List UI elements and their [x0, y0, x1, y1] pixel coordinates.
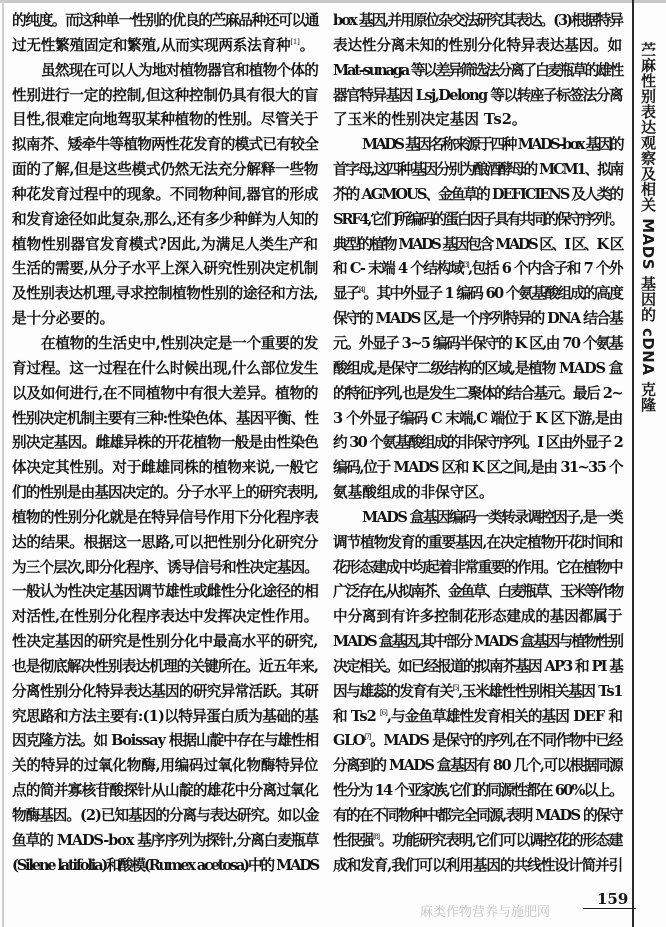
text-line: 表达性分离未知的性别分化特异表达基因。如	[333, 36, 622, 54]
text-line: 植物的性别分化就是在特异信号作用下分化程序表	[12, 508, 318, 526]
text-line: 中分离到有许多控制花形态建成的基因都属于	[333, 608, 622, 626]
text-line: (Silene latifolia)和酸模(Rumex acetosa)中的 MADS	[12, 856, 318, 874]
text-line: 3 个外显子编码 C 末端,C 端位于 K 区下游,是由	[333, 409, 622, 427]
text-line: 在植物的生活史中,性别决定是一个重要的发	[41, 334, 318, 352]
text-line: 及性别表达机理,寻求控制植物性别的途径和方法,	[12, 285, 318, 303]
page-number: 159	[583, 890, 636, 909]
text-line: 关的特异的过氧化物酶,用编码过氧化物酶特异位	[12, 757, 318, 775]
text-line: GLO[7]。MADS 是保守的序列,在不同作物中已经	[333, 732, 622, 750]
text-line: MADS 基因名称来源于四种 MADS-box 基因的	[362, 136, 622, 154]
text-line: 调节植物发育的重要基因,在决定植物开花时间和	[333, 533, 622, 551]
text-line: 体决定其性别。对于雌雄同株的植物来说,一般它	[12, 459, 318, 477]
text-line: 生活的需要,从分子水平上深入研究性别决定机制	[12, 260, 318, 278]
text-line: 虽然现在可以人为地对植物器官和植物个体的	[41, 61, 318, 79]
text-line: 种花发育过程中的现象。不同物种间,器官的形成	[12, 185, 318, 203]
text-line: Mat-sunaga 等以差异筛选法分离了白麦瓶草的雄性	[333, 61, 622, 79]
text-line: 是十分必要的。	[12, 310, 115, 328]
reference-marker: [7]	[364, 733, 370, 742]
text-line: 也是彻底解决性别表达机理的关键所在。近五年来,	[12, 657, 318, 675]
right-text-column	[333, 9, 622, 879]
text-line: 芥的 AGMOUS、金鱼草的 DEFICIENS 及人类的	[333, 185, 622, 203]
vertical-divider-rule	[632, 0, 634, 927]
text-line: 一般认为性决定基因调节雄性或雌性分化途径的相	[12, 583, 318, 601]
text-line: 花形态建成中均起着非常重要的作用。它在植物中	[333, 558, 622, 576]
reference-marker: [4]	[358, 286, 364, 295]
text-line: 分离到的 MADS 盒基因有 80 几个,可以根据同源	[333, 757, 622, 775]
text-line: 目性,很难定向地驾驭某种植物的性别。尽管关于	[12, 111, 318, 129]
text-line: MADS 盒基因,其中部分 MADS 盒基因与植物性别	[333, 633, 622, 651]
text-line: box 基因,并用原位杂交法研究其表达。(3)根据特异	[333, 12, 622, 29]
text-line: 对活性,在性别分化程序表达中发挥决定性作用。	[12, 608, 318, 626]
text-line: 和 C- 末端 4 个结构域[3],包括 6 个内含子和 7 个外	[333, 260, 622, 278]
text-line: 约 30 个氨基酸组成的非保守序列。I 区由外显子 2	[333, 434, 622, 452]
watermark: 麻类作物营养与施肥网	[420, 905, 551, 920]
text-line: 物酶基因。(2)已知基因的分离与表达研究。如以金	[12, 807, 319, 824]
text-line: 过无性繁殖固定和繁殖,从而实现两系法育种[1]。	[12, 36, 315, 54]
text-line: 首字母,这四种基因分别为酿酒酵母的 MCM1、拟南	[333, 161, 622, 179]
text-line: 育过程。这一过程在什么时候出现,什么部位发生	[12, 359, 318, 377]
text-line: 酸组成,是保守二级结构的区域,是植物 MADS 盒	[333, 359, 623, 377]
text-line: 性决定基因的研究是性别分化中最高水平的研究,	[12, 633, 318, 651]
running-title: 苎麻性别表达观察及相关 MADS 基因的 cDNA 克隆	[639, 42, 657, 413]
text-line: 为三个层次,即分化程序、诱导信号和性决定基因。	[12, 558, 318, 576]
text-line: 因与雄蕊的发育有关[5],玉米雄性性别相关基因 Ts1	[333, 682, 622, 700]
reference-marker: [1]	[290, 37, 300, 46]
text-line: 点的简并寡核苷酸探针从山靛的雄花中分离过氧化	[12, 782, 318, 800]
text-line: 和 Ts2 [6],与金鱼草雄性发育相关的基因 DEF 和	[333, 707, 622, 725]
text-line: MADS 盒基因编码一类转录调控因子,是一类	[362, 508, 622, 526]
text-line: 性分为 14 个亚家族,它们的同源性都在 60%以上。	[333, 782, 622, 800]
text-line: SRF4,它们所编码的蛋白因子具有共同的保守序列[2]。	[333, 210, 622, 228]
text-line: 广泛存在,从拟南芥、金鱼草、白麦瓶草、玉米等作物	[333, 583, 622, 601]
text-line: 编码,位于 MADS 区和 K 区之间,是由 31~35 个	[333, 459, 622, 477]
page-top-edge	[0, 0, 666, 3]
reference-marker: [2]	[606, 211, 610, 220]
text-line: 分离性别分化特异表达基因的研究异常活跃。其研	[12, 682, 318, 700]
text-line: 因克隆方法。如 Boissay 根据山靛中存在与雄性相	[12, 732, 318, 750]
text-line: 的特征序列,也是发生二聚体的结合基元。最后 2~	[333, 384, 622, 402]
text-line: 们的性别是由基因决定的。分子水平上的研究表明,	[12, 484, 318, 502]
text-line: 别决定基因。雌雄异株的开花植物一般是由性染色	[12, 434, 318, 452]
reference-marker: [6]	[379, 708, 387, 717]
text-line: 显子[4]。其中外显子 1 编码 60 个氨基酸组成的高度	[333, 285, 622, 303]
reference-marker: [3]	[462, 261, 469, 270]
left-text-column	[12, 9, 318, 879]
text-line: 决定相关。如已经报道的拟南芥基因 AP3 和 PI 基	[333, 657, 622, 675]
text-line: 以及如何进行,在不同植物中有很大差异。植物的	[12, 384, 318, 402]
text-line: 保守的 MADS 区,是一个序列特异的 DNA 结合基	[333, 310, 623, 328]
text-line: 拟南芥、矮牵牛等植物两性花发育的模式已有较全	[12, 136, 318, 154]
page-left-edge	[2, 0, 4, 927]
text-line: 性很强[8]。功能研究表明,它们可以调控花的形态建	[333, 831, 622, 849]
text-line: 植物性别器官发育模式?因此,为满足人类生产和	[12, 235, 318, 253]
text-line: 成和发育,我们可以利用基因的共线性设计简并引	[333, 856, 622, 874]
text-line: 氨基酸组成的非保守区。	[333, 484, 494, 502]
text-line: 面的了解,但是这些模式仍然无法充分解释一些物	[12, 161, 318, 179]
text-line: 和发育途径如此复杂,那么,还有多少种鲜为人知的	[12, 210, 318, 228]
text-line: 究思路和方法主要有:(1)以特异蛋白质为基础的基	[12, 707, 318, 725]
text-line: 性别决定机制主要有三种:性染色体、基因平衡、性	[12, 409, 318, 427]
text-line: 元。外显子 3~5 编码半保守的 K 区,由 70 个氨基	[333, 334, 622, 352]
text-line: 性别进行一定的控制,但这种控制仍具有很大的盲	[12, 86, 318, 104]
text-line: 有的在不同物种中都完全同源,表明 MADS 的保守	[333, 807, 622, 824]
text-line: 达的结果。根据这一思路,可以把性别分化研究分	[12, 533, 318, 551]
text-line: 的纯度。而这种单一性别的优良的苎麻品种还可以通	[12, 12, 318, 29]
reference-marker: [5]	[452, 683, 459, 692]
text-line: 了玉米的性别决定基因 Ts2。	[333, 111, 527, 129]
text-line: 鱼草的 MADS-box 基序序列为探针,分离白麦瓶草	[12, 831, 318, 849]
text-line: 典型的植物 MADS 基因包含 MADS 区、I 区、K 区	[333, 235, 622, 253]
reference-marker: [8]	[372, 832, 379, 841]
text-line: 器官特异基因 Lsj,Delong 等以转座子标签法分离	[333, 86, 622, 104]
